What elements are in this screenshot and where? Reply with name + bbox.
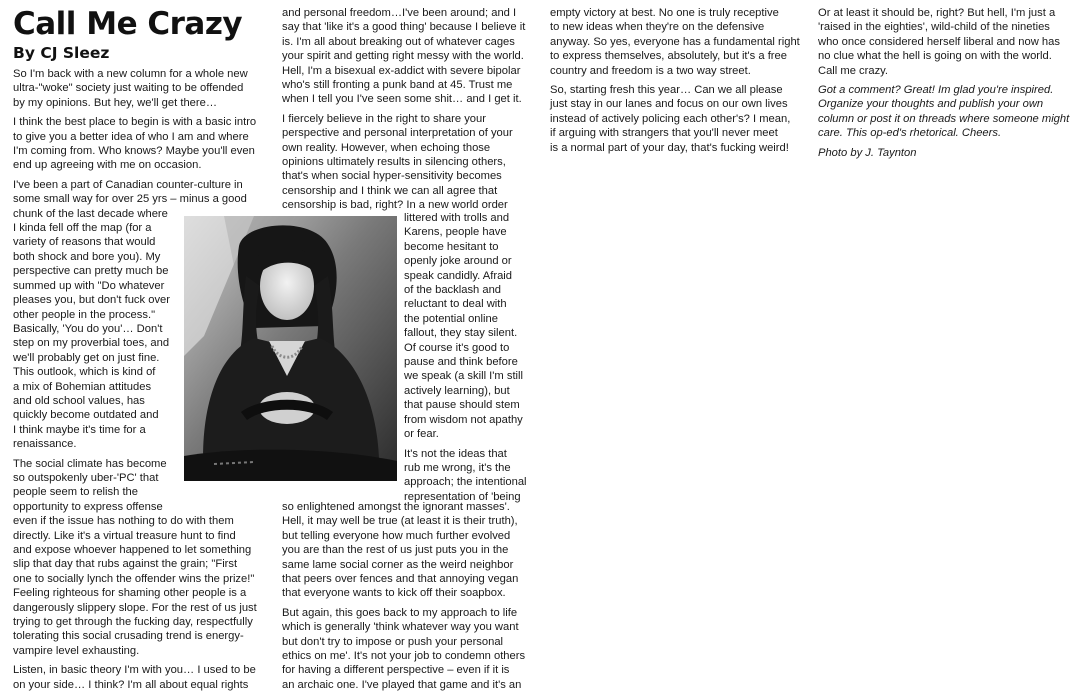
text-line: Call me crazy. — [818, 64, 889, 77]
text-line: so enlightened amongst the ignorant masses'. — [282, 501, 510, 513]
text-line: approach; the intentional — [404, 476, 527, 489]
text-line: a mix of Bohemian attitudes — [13, 380, 152, 393]
text-line: we'll probably get on just fine. — [13, 351, 160, 364]
text-line: 'raised in the eighties', wild-child of the nineties — [818, 21, 1050, 34]
text-line: Hell, it may well be true (at least it is their truth), — [282, 515, 518, 528]
text-line: you are than the rest of us just puts you in the — [282, 544, 509, 557]
text-line: perspective and personal interpretation of your — [282, 127, 513, 140]
text-line: Karens, people have — [404, 226, 507, 239]
text-line: is. I'm all about breaking out of whatever cages — [282, 35, 515, 48]
text-line: instead of actively policing each other's? I mean, — [550, 112, 791, 125]
text-line: by my opinions. But hey, we'll get there… — [13, 96, 218, 109]
text-line: It's not the ideas that — [404, 447, 507, 460]
text-line: perspective can pretty much be — [13, 265, 169, 278]
text-line: is a normal part of your day, that's fucking weird! — [550, 141, 789, 154]
text-line: ethics on me'. It's not your job to condemn others — [282, 650, 526, 663]
text-line: pause and think before — [404, 356, 518, 369]
text-line: on your side… I think? I'm all about equal rights — [13, 678, 249, 691]
column-3 — [550, 6, 800, 155]
text-line: Of course it's good to — [404, 341, 510, 354]
text-line: directly. Like it's a virtual treasure hunt to find — [13, 529, 236, 542]
text-line: to new ideas when they're on the defensive — [550, 21, 765, 34]
text-line: both shock and bore you). My — [13, 250, 161, 263]
text-line: which is generally 'think whatever way you want — [282, 621, 519, 634]
text-line: who's still fronting a punk band at 45. Trust me — [282, 79, 513, 92]
author-photo — [184, 216, 397, 481]
text-line: rub me wrong, it's the — [404, 461, 511, 474]
text-line: that everyone wants to kick off their soapbox. — [282, 587, 506, 600]
text-line: speak candidly. Afraid — [404, 269, 513, 282]
text-line: but don't try to impose or push your personal — [282, 635, 504, 648]
column-2 — [282, 6, 525, 213]
text-line: So, starting fresh this year… Can we all please — [550, 84, 783, 97]
text-line: or fear. — [404, 428, 439, 441]
text-line: littered with trolls and — [404, 212, 510, 224]
text-line: say that 'like it's a good thing' because I believe it — [282, 21, 526, 34]
text-line: if arguing with strangers that you'll never meet — [550, 127, 778, 140]
text-line: Got a comment? Great! Im glad you're inspired. — [818, 84, 1054, 97]
text-line: no clue what the hell is going on with the world. — [818, 50, 1052, 63]
text-line: This outlook, which is kind of — [13, 366, 156, 379]
text-line: Or at least it should be, right? But hell, I'm just a — [818, 7, 1056, 19]
text-line: and expose whoever happened to let something — [13, 544, 252, 556]
text-line: variety of reasons that would — [13, 236, 156, 249]
text-line: But again, this goes back to my approach to life — [282, 606, 518, 619]
text-line: country and freedom is a two way street. — [550, 64, 751, 77]
text-line: I'm coming from. Who knows? Maybe you'll even — [13, 145, 255, 158]
text-line: people seem to relish the — [13, 486, 139, 499]
column-4-italic-note — [818, 83, 1069, 141]
text-line: column or post it on threads where someone might — [818, 112, 1070, 125]
text-line: anyway. So yes, everyone has a fundamental right — [550, 35, 800, 48]
text-line: pleases you, but don't fuck over — [13, 294, 170, 307]
text-line: same lame social corner as the weird neighbor — [282, 558, 514, 571]
text-line: to give you a better idea of who I am and where — [13, 130, 249, 143]
text-line: Organize your thoughts and publish your own — [818, 98, 1044, 111]
text-line: from wisdom not apathy — [404, 413, 523, 426]
text-line: Listen, in basic theory I'm with you… I used to be — [13, 664, 256, 677]
text-line: that pause should stem — [404, 399, 520, 412]
column-2-bottom — [282, 500, 525, 692]
text-line: the potential online — [404, 312, 498, 325]
text-line: quickly become outdated and — [13, 409, 159, 422]
text-line: I fiercely believe in the right to share your — [282, 112, 486, 125]
article-title: Call Me Crazy — [13, 6, 243, 42]
photo-credit: Photo by J. Taynton — [818, 146, 917, 159]
text-line: so outspokenly uber-'PC' that — [13, 471, 159, 484]
text-line: fallout, they stay silent. — [404, 327, 518, 340]
text-line: slip that day that rubs against the grain; "First — [13, 558, 238, 571]
text-line: vampire level exhausting. — [13, 644, 140, 657]
text-line: care. This op-ed's rhetorical. Cheers. — [818, 127, 1002, 140]
text-line: summed up with "Do whatever — [13, 279, 165, 292]
column-4-body — [818, 6, 1069, 78]
text-line: to express themselves, absolutely, but it's a free — [550, 50, 787, 63]
text-line: chunk of the last decade where — [13, 207, 168, 220]
text-line: but telling everyone how much further evolved — [282, 529, 511, 542]
text-line: some small way for over 25 yrs – minus a good — [13, 193, 247, 206]
text-line: empty victory at best. No one is truly receptive — [550, 7, 779, 19]
text-line: I think maybe it's time for a — [13, 423, 146, 436]
text-line: censorship is bad, right? In a new world order — [282, 199, 508, 212]
text-line: become hesitant to — [404, 240, 499, 253]
text-line: your spirit and getting right messy with the world. — [282, 50, 524, 63]
text-line: dangerously slippery slope. For the rest of us just — [13, 601, 257, 614]
text-line: other people in the process." — [13, 308, 156, 321]
text-line: tolerating this social crusading trend is energy- — [13, 630, 244, 643]
text-line: opportunity to express offense — [13, 500, 163, 513]
text-line: Basically, 'You do you'… Don't — [13, 322, 163, 335]
text-line: end up agreeing with me on occasion. — [13, 159, 202, 172]
text-line: and personal freedom…I've been around; and I — [282, 7, 517, 19]
text-line: that peers over fences and that annoying vegan — [282, 573, 519, 586]
text-line: ultra-"woke" society just waiting to be offended — [13, 82, 244, 95]
text-line: Feeling righteous for shaming other people is a — [13, 587, 247, 600]
text-line: step on my proverbial toes, and — [13, 337, 170, 350]
column-2-wrap — [404, 211, 527, 504]
text-line: Hell, I'm a bisexual ex-addict with severe bipolar — [282, 64, 521, 77]
text-line: for having a different perspective – even if it is — [282, 664, 510, 677]
text-line: actively learning), but — [404, 384, 510, 397]
text-line: one to socially lynch the offender wins the prize!" — [13, 572, 255, 585]
text-line: that's when social hyper-sensitivity becomes — [282, 170, 502, 183]
text-line: So I'm back with a new column for a whole new — [13, 68, 248, 80]
text-line: of the backlash and — [404, 284, 502, 297]
text-line: just stay in our lanes and focus on our own lives — [550, 98, 788, 111]
text-line: openly joke around or — [404, 255, 512, 268]
text-line: an archaic one. I've played that game and it's an — [282, 678, 522, 691]
text-line: censorship and I think we can all agree that — [282, 184, 498, 197]
text-line: I kinda fell off the map (for a — [13, 222, 152, 235]
article-byline: By CJ Sleez — [13, 44, 110, 62]
text-line: even if the issue has nothing to do with them — [13, 515, 234, 528]
text-line: when I tell you I've seen some shit… and I get it. — [282, 93, 522, 106]
text-line: we speak (a skill I'm still — [404, 370, 524, 383]
text-line: and old school values, has — [13, 394, 145, 407]
text-line: renaissance. — [13, 438, 77, 451]
text-line: The social climate has become — [13, 457, 167, 470]
column-4 — [818, 6, 1069, 160]
text-line: representation of 'being — [404, 490, 521, 503]
text-line: I think the best place to begin is with a basic intro — [13, 116, 257, 129]
text-line: own reality. However, when echoing those — [282, 141, 491, 154]
text-line: trying to get through the fucking day, respectfully — [13, 616, 253, 629]
text-line: reluctant to deal with — [404, 298, 507, 311]
text-line: who once considered herself liberal and now has — [818, 35, 1060, 48]
text-line: opinions ultimately results in silencing others, — [282, 156, 506, 169]
text-line: I've been a part of Canadian counter-culture in — [13, 178, 243, 191]
